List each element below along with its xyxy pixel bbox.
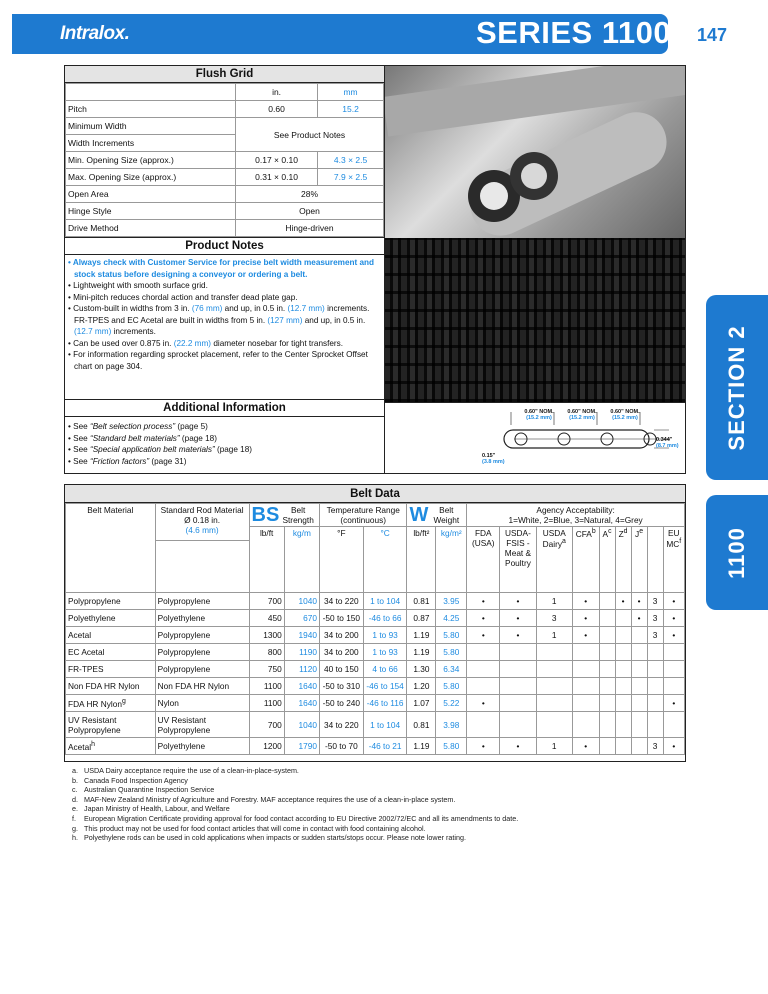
additional-info: • See “Belt selection process” (page 5) • See “Standard belt materials” (page 18) • See “Special application belt materials” (page 18) • See “Friction factors” (page 31) — [68, 422, 253, 466]
dim-label: 0.60" NOM. (15.2 mm) — [524, 409, 554, 421]
belt-surface-photo — [384, 238, 685, 402]
tab-series-1100[interactable] — [706, 495, 768, 610]
spec-row: Minimum Width See Product Notes — [66, 118, 384, 135]
column-divider — [384, 66, 385, 473]
belt-data-table: Belt Material Standard Rod Material Ø 0.18 in. (4.6 mm) BS Belt Strength Temperature Range (continuous) W Belt Weight Agency Acceptability: 1=White, 2=Blue, 3=Natural, 4=Grey lb/ft kg/m °F °C lb/ft² kg/m² FDA (USA) USDA-FSIS - Meat & Poultry USDA Dairy$^a$ CFA$^b$ $A^c$ $Z^d$ $J^e$ EU $MC^f$ Polypropylene Polypropylene 700 1040 34 to 220 1 to 104 0.81 3.95 • • 1 • • • 3 • Polyethylene Polyethylene 450 670 -50 to 150 -46 to 66 0.87 4.25 • • 3 • • 3 • Acetal Polypropylene 1300 1940 34 to 200 1 to 93 1.19 5.80 • • 1 • 3 • EC Acetal Polypropylene 800 1190 34 to 200 1 to 93 1.19 5.80 FR-TPES Polypropylene 750 1120 40 to 150 4 to 66 1.30 6.34 Non FDA HR Nylon Non FDA HR Nylon 1100 1640 -50 to 310 -46 to 154 1.20 5.80 FDA HR Nylon$^g$ Nylon 1100 1640 -50 to 240 -46 to 116 1.07 5.22 • • UV Resistant Polypropylene UV Resistant Polypropylene 700 1040 34 to 220 1 to 104 0.81 3.98 Acetal$^h$ Polyethylene 1200 1790 -50 to 70 -46 to 21 1.19 5.80 • • 1 • 3 • — [65, 503, 685, 755]
table-row: Polypropylene Polypropylene 700 1040 34 to 220 1 to 104 0.81 3.95 • • 1 • • • 3 • — [66, 593, 685, 610]
table-row: Acetal$^h$ Polyethylene 1200 1790 -50 to 70 -46 to 21 1.19 5.80 • • 1 • 3 • — [66, 738, 685, 755]
table-row: FR-TPES Polypropylene 750 1120 40 to 150 4 to 66 1.30 6.34 — [66, 661, 685, 678]
footnote: c. Australian Quarantine Inspection Service — [72, 785, 215, 795]
w-icon: W — [409, 504, 429, 526]
table-row: EC Acetal Polypropylene 800 1190 34 to 200 1 to 93 1.19 5.80 — [66, 644, 685, 661]
tab-section-label: SECTION 2 — [724, 324, 749, 451]
footnote: h. Polyethylene rods can be used in cold applications when impacts or sudden starts/stops occur. Please note lower rating. — [72, 833, 466, 843]
spec-row: Hinge Style Open — [66, 203, 384, 220]
page-title: SERIES 1100 — [476, 15, 672, 50]
belt-diagram — [384, 402, 685, 473]
belt-data-panel — [64, 484, 686, 762]
tab-series-label: 1100 — [724, 526, 749, 579]
footnote: g. This product may not be used for food contact articles that will come in contact with food containing alcohol. — [72, 823, 426, 833]
additional-info-title: Additional Information — [65, 399, 384, 417]
nosebar-photo — [384, 66, 685, 238]
footnote: d. MAF-New Zealand Ministry of Agriculture and Forestry. MAF acceptance requires the use of a clean-in-place system. — [72, 794, 456, 804]
spec-row: Min. Opening Size (approx.) 0.17 × 0.10 4.3 × 2.5 — [66, 152, 384, 169]
table-row: UV Resistant Polypropylene UV Resistant Polypropylene 700 1040 34 to 220 1 to 104 0.81 3.98 — [66, 712, 685, 738]
product-notes: • Always check with Customer Service for precise belt width measurement and stock status before designing a conveyor or ordering a belt. • Lightweight with smooth surface grid. • Mini-pitch reduces chordal action and transfer dead plate gap. • Custom-built in widths from 3 in. (76 mm) and up, in 0.5 in. (12.7 mm) increments. FR-TPES and EC Acetal are built in widths from 5 in. (127 mm) and up, in 0.5 in. (12.7 mm) increments. • Can be used over 0.875 in. (22.2 mm) diameter nosebar for tight transfers. • For information regarding sprocket placement, refer to the Center Sprocket Offset chart on page 304. — [68, 258, 375, 371]
spec-row: Pitch 0.60 15.2 — [66, 101, 384, 118]
dim-label: 0.344" (8.7 mm) — [656, 437, 679, 449]
flush-grid-title: Flush Grid — [65, 66, 384, 83]
spec-row: Open Area 28% — [66, 186, 384, 203]
spec-table — [65, 83, 384, 237]
spec-row: Width Increments — [66, 135, 384, 152]
spec-row: Max. Opening Size (approx.) 0.31 × 0.10 7.9 × 2.5 — [66, 169, 384, 186]
tab-section-2[interactable] — [706, 295, 768, 480]
footnote: f. European Migration Certificate providing approval for food contact according to EU Directive 2002/72/EC and all its amendments to date. — [72, 813, 519, 823]
bs-icon: BS — [251, 504, 280, 526]
table-row: FDA HR Nylon$^g$ Nylon 1100 1640 -50 to 240 -46 to 116 1.07 5.22 • • — [66, 695, 685, 712]
belt-data-title: Belt Data — [65, 485, 685, 503]
product-notes-title: Product Notes — [65, 237, 384, 255]
dim-label: 0.60" NOM. (15.2 mm) — [567, 409, 597, 421]
intralox-logo: Intralox. — [60, 23, 130, 44]
table-row: Non FDA HR Nylon Non FDA HR Nylon 1100 1640 -50 to 310 -46 to 154 1.20 5.80 — [66, 678, 685, 695]
table-row: Acetal Polypropylene 1300 1940 34 to 200 1 to 93 1.19 5.80 • • 1 • 3 • — [66, 627, 685, 644]
table-row: Polyethylene Polyethylene 450 670 -50 to 150 -46 to 66 0.87 4.25 • • 3 • • 3 • — [66, 610, 685, 627]
unit-mm: mm — [318, 84, 384, 101]
footnote: a. USDA Dairy acceptance require the use of a clean-in-place-system. — [72, 766, 299, 775]
dim-label: 0.15" (3.8 mm) — [482, 453, 505, 465]
page-number: 147 — [697, 25, 728, 45]
top-panel — [64, 65, 686, 474]
footnote: e. Japan Ministry of Health, Labour, and Welfare — [72, 804, 230, 814]
dim-label: 0.60" NOM. (15.2 mm) — [610, 409, 640, 421]
left-column — [65, 66, 384, 466]
footnotes — [72, 766, 518, 843]
footnote: b. Canada Food Inspection Agency — [72, 775, 188, 785]
unit-in: in. — [236, 84, 318, 101]
spec-row: Drive Method Hinge-driven — [66, 220, 384, 237]
